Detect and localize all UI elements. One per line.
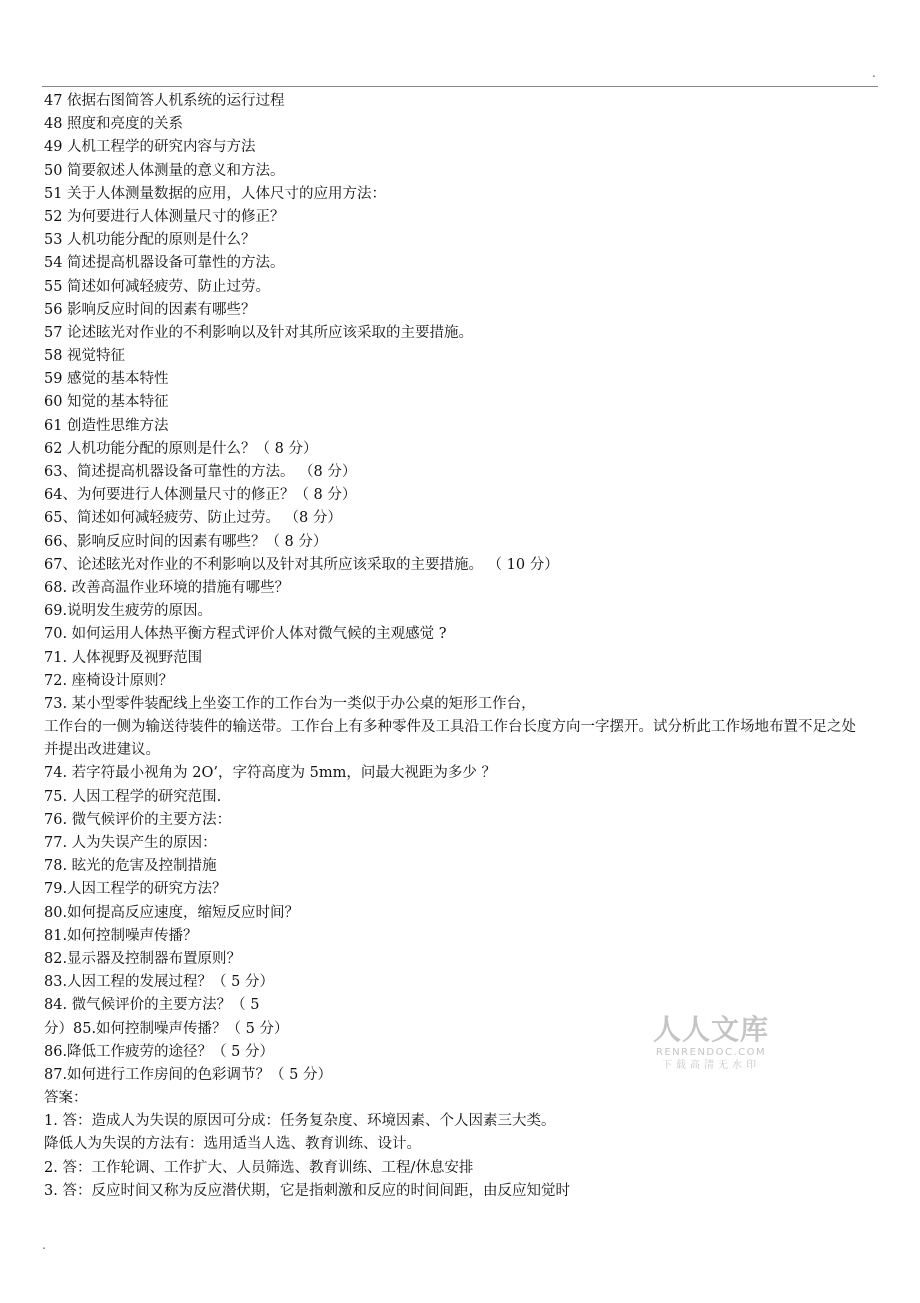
header-dot: .	[872, 66, 876, 80]
question-59: 59 感觉的基本特性	[44, 371, 169, 388]
question-71: 71. 人体视野及视野范围	[44, 649, 203, 666]
question-61: 61 创造性思维方法	[44, 417, 169, 434]
question-56: 56 影响反应时间的因素有哪些？	[44, 301, 256, 318]
question-72: 72. 座椅设计原则？	[44, 672, 174, 689]
answer-2: 2. 答：工作轮调、工作扩大、人员筛选、教育训练、工程/休息安排	[44, 1159, 474, 1176]
question-73-part1: 73. 某小型零件装配线上坐姿工作的工作台为一类似于办公桌的矩形工作台，	[44, 695, 536, 712]
question-51: 51 关于人体测量数据的应用，人体尺寸的应用方法：	[44, 185, 387, 202]
question-68: 68. 改善高温作业环境的措施有哪些？	[44, 579, 290, 596]
question-50: 50 简要叙述人体测量的意义和方法。	[44, 162, 285, 179]
question-65: 65、简述如何减轻疲劳、防止过劳。 （8 分）	[44, 510, 342, 527]
question-75: 75. 人因工程学的研究范围.	[44, 788, 222, 805]
question-54: 54 简述提高机器设备可靠性的方法。	[44, 255, 285, 272]
question-52: 52 为何要进行人体测量尺寸的修正？	[44, 208, 285, 225]
header-rule	[42, 86, 878, 87]
question-60: 60 知觉的基本特征	[44, 394, 169, 411]
question-77: 77. 人为失误产生的原因：	[44, 835, 217, 852]
question-53: 53 人机功能分配的原则是什么？	[44, 232, 256, 249]
question-85: 分）85.如何控制噪声传播？（ 5 分）	[44, 1020, 289, 1037]
watermark-site: RENRENDOC.COM	[655, 1047, 767, 1058]
watermark-note: 下载高清无水印	[662, 1060, 760, 1071]
question-57: 57 论述眩光对作业的不利影响以及针对其所应该采取的主要措施。	[44, 324, 474, 341]
question-73-part2: 工作台的一侧为输送待装件的输送带。工作台上有多种零件及工具沿工作台长度方向一字摆开。试分析此工作场地布置不足之处	[44, 719, 856, 736]
question-76: 76. 微气候评价的主要方法：	[44, 811, 232, 828]
answer-1-part1: 1. 答：造成人为失误的原因可分成：任务复杂度、环境因素、个人因素三大类。	[44, 1113, 556, 1130]
answers-heading: 答案：	[44, 1090, 88, 1107]
question-74: 74. 若字符最小视角为 2O’，字符高度为 5mm，问最大视距为多少 ？	[44, 765, 496, 782]
answer-1-part2: 降低人为失误的方法有：选用适当人选、教育训练、设计。	[44, 1136, 421, 1153]
question-81: 81.如何控制噪声传播？	[44, 927, 198, 944]
question-73-part3: 并提出改进建议。	[44, 742, 160, 759]
watermark-title: 人人文库	[652, 1013, 769, 1046]
question-87: 87.如何进行工作房间的色彩调节？（ 5 分）	[44, 1066, 333, 1083]
question-84: 84. 微气候评价的主要方法？（ 5	[44, 997, 260, 1014]
question-62: 62 人机功能分配的原则是什么？（ 8 分）	[44, 440, 318, 457]
question-67: 67、论述眩光对作业的不利影响以及针对其所应该采取的主要措施。 （ 10 分）	[44, 556, 559, 573]
question-63: 63、简述提高机器设备可靠性的方法。 （8 分）	[44, 464, 357, 480]
question-70: 70. 如何运用人体热平衡方程式评价人体对微气候的主观感觉 ?	[44, 626, 447, 643]
question-64: 64、为何要进行人体测量尺寸的修正？（ 8 分）	[44, 487, 357, 504]
question-47: 47 依据右图简答人机系统的运行过程	[44, 93, 285, 109]
question-48: 48 照度和亮度的关系	[44, 116, 184, 133]
watermark	[646, 1014, 776, 1073]
question-66: 66、影响反应时间的因素有哪些？（ 8 分）	[44, 533, 328, 550]
question-83: 83.人因工程的发展过程？（ 5 分）	[44, 974, 275, 991]
question-86: 86.降低工作疲劳的途径？（ 5 分）	[44, 1043, 275, 1060]
question-58: 58 视觉特征	[44, 348, 126, 365]
question-79: 79.人因工程学的研究方法？	[44, 881, 227, 898]
question-69: 69.说明发生疲劳的原因。	[44, 603, 213, 620]
footer-dot: .	[42, 1238, 46, 1252]
question-78: 78. 眩光的危害及控制措施	[44, 858, 217, 875]
answer-3: 3. 答：反应时间又称为反应潜伏期，它是指刺激和反应的时间间距，由反应知觉时	[44, 1182, 570, 1199]
question-55: 55 简述如何减轻疲劳、防止过劳。	[44, 278, 271, 295]
question-82: 82.显示器及控制器布置原则？	[44, 950, 242, 967]
question-80: 80.如何提高反应速度，缩短反应时间？	[44, 904, 300, 921]
question-49: 49 人机工程学的研究内容与方法	[44, 139, 256, 156]
